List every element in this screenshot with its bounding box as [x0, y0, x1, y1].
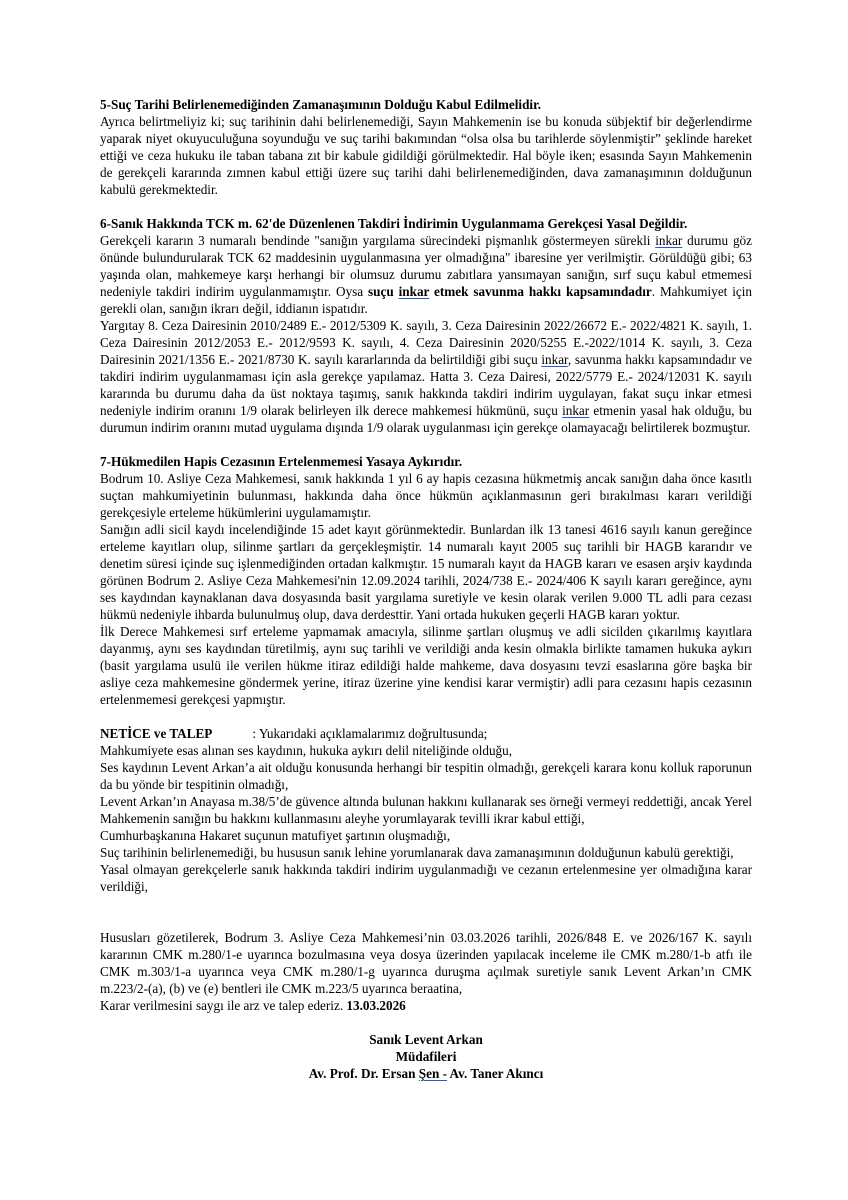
spellcheck-word: inkar: [562, 403, 590, 418]
section-7-title: 7-Hükmedilen Hapis Cezasının Ertelenmemesi Yasaya Aykırıdır.: [100, 454, 463, 469]
signature-role: Müdafileri: [395, 1049, 457, 1064]
spacer: [100, 436, 752, 453]
signature-defendant: Sanık Levent Arkan: [369, 1032, 483, 1047]
spellcheck-word: inkar: [398, 284, 430, 299]
spellcheck-word: inkar: [541, 352, 568, 367]
text-run: Yargıtay 8. Ceza Dairesinin 2010/2489 E.- 2012/5309 K. sayılı, 3. Ceza Dairesinin 2022/26672 E.- 2022/4821 K. sayılı, 1. Ceza Dairesinin 2012/2053 E.- 2012/9593 K. sayılı, 4. Ceza Dairesinin 2020/5255 E.-2022/1014 K. sayılı, 3. Ceza Dairesinin 2021/1356 E.- 2021/8730 K. sayılı kararlarında da belirtildiği gibi suçu: [100, 318, 752, 367]
text-run: Karar verilmesini saygı ile arz ve talep ederiz.: [100, 998, 347, 1013]
section-5-title: 5-Suç Tarihi Belirlenemediğinden Zamanaşımının Dolduğu Kabul Edilmelidir.: [100, 97, 542, 112]
section-6-title: 6-Sanık Hakkında TCK m. 62'de Düzenlenen Takdiri İndirimin Uygulanmama Gerekçesi Yasal Değildir.: [100, 216, 688, 231]
text-run: Av. Prof. Dr. Ersan: [308, 1066, 419, 1081]
spacer: [100, 198, 752, 215]
closing-paragraph: Hususları gözetilerek, Bodrum 3. Asliye Ceza Mahkemesi’nin 03.03.2026 tarihli, 2026/848 E. ve 2026/167 K. sayılı kararının CMK m.280/1-e uyarınca bozulmasına veya dosya üzerinden yapılacak inceleme ile CMK m.280/1-b atfı ile CMK m.303/1-a uyarınca veya CMK m.280/1-g uyarınca duruşma açılmak suretiyle sanık Levent Arkan’ın CMK m.223/2-(a), (b) ve (e) bentleri ile CMK m.223/5 uyarınca beraatina,: [100, 930, 752, 996]
closing-request: [100, 997, 752, 1014]
text-run: durumu göz önünde bulundurularak TCK 62 maddesinin uygulanmasına yer olmadığına" ibaresine yer verilmiştir. Görüldüğü gibi; 63 yaşında olan, mahkemeye karşı herhangi bir olumsuz durumu zabıtlara yansımayan sanığın, sırf suçu kabul etmemesi nedeniyle takdiri indirim uygulanmamıştır. Oysa: [100, 233, 752, 299]
netice-item: Cumhurbaşkanına Hakaret suçunun matufiyet şartının oluşmadığı,: [100, 828, 451, 843]
netice-section: [100, 725, 752, 895]
spacer: [100, 895, 752, 912]
section-6-paragraph-2: [100, 317, 752, 436]
netice-item: Suç tarihinin belirlenemediği, bu hususun sanık lehine yorumlanarak dava zamanaşımının dolduğunun kabulü gerektiği,: [100, 845, 734, 860]
bold-text: suçu: [368, 284, 399, 299]
section-5-paragraph: Ayrıca belirtmeliyiz ki; suç tarihinin dahi belirlenemediği, Sayın Mahkemenin ise bu konuda sübjektif bir değerlendirme yaparak niyet okuyuculuğuna soyunduğu ve suç tarihi bakımından “olsa olsa bu tarihlerde söylenmiştir” şeklinde hareket ettiği ve ceza hukuku ile taban tabana zıt bir kabule gidildiği görülmektedir. Hal böyle iken; esasında Sayın Mahkemenin de gerekçeli kararında zımnen kabul ettiği üzere suç tarihi dahi belirlenemediğinden, dava zamanaşımının dolduğunun kabulü gerekmektedir.: [100, 114, 752, 197]
spacer: [100, 912, 752, 929]
netice-item: Yasal olmayan gerekçelerle sanık hakkında takdiri indirim uygulanmadığı ve cezanın ertelenmesine yer olmadığına karar verildiği,: [100, 862, 752, 894]
netice-item: Levent Arkan’ın Anayasa m.38/5’de güvence altında bulunan hakkını kullanarak ses örneği vermeyi reddettiği, ancak Yerel Mahkemenin sanığın bu hakkını kullanmasını aleyhe yorumlayarak tevilli ikrar kabul ettiği,: [100, 794, 752, 826]
spellcheck-word: Şen -: [418, 1066, 447, 1081]
section-7: [100, 453, 752, 708]
bold-text: etmek savunma hakkı kapsamındadır: [429, 284, 652, 299]
signature-block: [100, 1031, 752, 1082]
text-run: etmenin yasal hak olduğu, bu durumun indirim oranını mutad uygulama dışında 1/9 olarak uygulanması için gerekçe olamayacağı belirtilerek bozmuştur.: [100, 403, 753, 435]
section-5: [100, 96, 752, 198]
spacer: [100, 708, 752, 725]
text-run: Gerekçeli kararın 3 numaralı bendinde "sanığın yargılama sürecindeki pişmanlık göstermeyen sürekli: [100, 233, 656, 248]
text-run: Av. Taner Akıncı: [446, 1066, 544, 1081]
netice-title: NETİCE ve TALEP: [100, 726, 213, 741]
text-run: . Mahkumiyet için gerekli olan, sanığın ikrarı değil, iddianın ispatıdır.: [100, 284, 753, 316]
section-6: [100, 215, 752, 436]
text-run: , savunma hakkı kapsamındadır ve takdiri indirim uygulanmaması için asla gerekçe yapılamaz. Hatta 3. Ceza Dairesi, 2022/5779 E.- 2024/12031 K. sayılı kararında bu durumu daha da üst noktaya taşımış, sanık hakkında takdiri indirim uygulayan, fakat suçu inkar etmesi nedeniyle indirim oranını 1/9 olarak belirleyen ilk derece mahkemesi hükmünü, suçu: [100, 352, 753, 418]
section-7-paragraph-3: İlk Derece Mahkemesi sırf erteleme yapmamak amacıyla, silinme şartları oluşmuş ve adli sicilden çıkarılmış kayıtlara dayanmış, aynı ses kaydından türetilmiş, aynı suç tarihli ve verildiği anda kesin olmakla birlikte tamamen hukuka aykırı (basit yargılama usulü ile verilen hükme itiraz edildiği halde mahkeme, dava dosyasını tevzi esaslarına göre başka bir asliye ceza mahkemesine göndermek yerine, itiraz üzerine yine kendisi karar vermiştir) adli para cezasını hapis cezasının ertelenmemesi gerekçesi yapmıştır.: [100, 624, 752, 707]
closing-section: [100, 929, 752, 1014]
spellcheck-word: inkar: [655, 233, 683, 248]
netice-item: Ses kaydının Levent Arkan’a ait olduğu konusunda herhangi bir tespitin olmadığı, gerekçeli karara konu kolluk raporunun da bu yönde bir tespitinin olmadığı,: [100, 760, 752, 792]
section-7-paragraph-1: Bodrum 10. Asliye Ceza Mahkemesi, sanık hakkında 1 yıl 6 ay hapis cezasına hükmetmiş ancak sanığın daha önce kasıtlı suçtan mahkumiyetinin bulunması, hakkında daha önce hükmün açıklanmasının geri bırakılması kararı verildiği gerekçesiyle erteleme hükümlerini uygulamamıştır.: [100, 471, 752, 520]
signature-attorneys: [100, 1065, 752, 1082]
netice-item: Mahkumiyete esas alınan ses kaydının, hukuka aykırı delil niteliğinde olduğu,: [100, 743, 513, 758]
section-7-paragraph-2: Sanığın adli sicil kaydı incelendiğinde 15 adet kayıt görünmektedir. Bunlardan ilk 13 tanesi 4616 sayılı kanun gereğince erteleme kayıtları olup, silinme şartları da gerçekleşmiştir. 14 numaralı kayıt 2005 suç tarihli bir HAGB kararıdır ve denetim süresi içinde suç işlenmediğinden ortadan kalkmıştır. 15 numaralı kayıt da HAGB kararı ve esasen arşiv kaydında görünen Bodrum 2. Asliye Ceza Mahkemesi'nin 12.09.2024 tarihli, 2024/738 E.- 2024/406 K sayılı kararı gereğince, aynı ses kaydından kaynaklanan dava dosyasında basit yargılama suretiyle ve kesin olarak verilen 9.000 TL adli para cezası hükmü nedeniyle ihbarda bulunulmuş olup, dava derdesttir. Yani ortada hukuken geçerli HAGB kararı yoktur.: [100, 522, 752, 622]
netice-header: [100, 725, 752, 742]
petition-date: 13.03.2026: [346, 998, 406, 1013]
netice-intro: : Yukarıdaki açıklamalarımız doğrultusunda;: [252, 726, 488, 741]
section-6-paragraph-1: [100, 232, 752, 317]
